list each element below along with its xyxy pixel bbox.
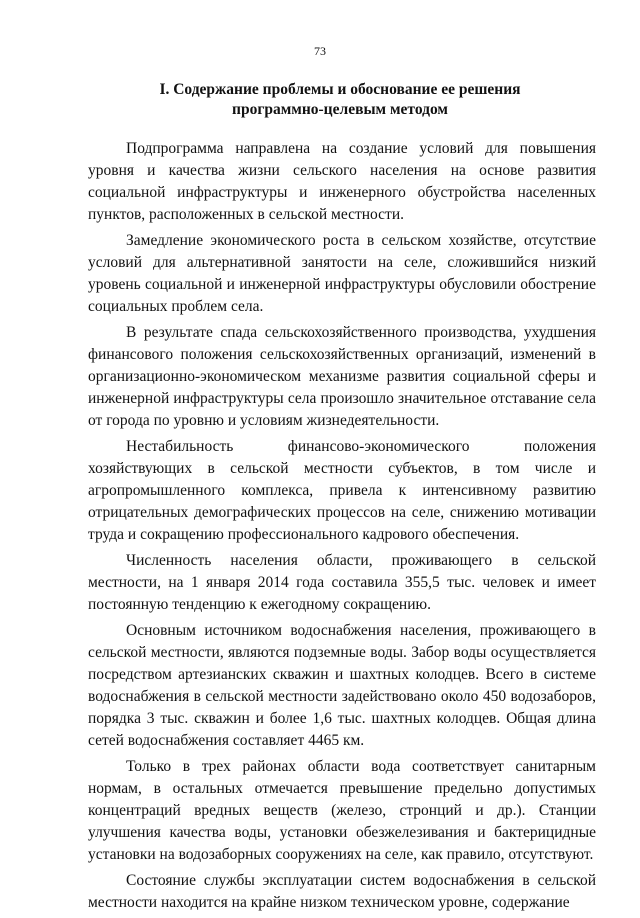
section-heading-line-1: I. Содержание проблемы и обоснование ее решения xyxy=(159,81,521,98)
paragraph: Состояние службы эксплуатации систем водоснабжения в сельской местности находится на крайне низком техническом уровне, содержание xyxy=(88,872,596,911)
page-number: 73 xyxy=(314,44,326,58)
paragraph: Численность населения области, проживающего в сельской местности, на 1 января 2014 года составила 355,5 тыс. человек и имеет постоянную тенденцию к ежегодному сокращению. xyxy=(88,552,596,613)
section-heading-line-2: программно-целевым методом xyxy=(232,101,448,118)
body-text xyxy=(88,138,596,918)
paragraph: В результате спада сельскохозяйственного производства, ухудшения финансового положения сельскохозяйственных организаций, изменений в организационно-экономическом механизме развития социальной сферы и инженерной инфраструктуры села произошло значительное отставание села от города по уровню и условиям жизнедеятельности. xyxy=(88,324,596,429)
paragraph: Замедление экономического роста в сельском хозяйстве, отсутствие условий для альтернативной занятости на селе, сложившийся низкий уровень социальной и инженерной инфраструктуры обусловили обострение социальных проблем села. xyxy=(88,232,596,315)
paragraph: Основным источником водоснабжения населения, проживающего в сельской местности, являются подземные воды. Забор воды осуществляется посредством артезианских скважин и шахтных колодцев. Всего в системе водоснабжения в сельской местности задействовано около 450 водозаборов, порядка 3 тыс. скважин и более 1,6 тыс. шахтных колодцев. Общая длина сетей водоснабжения составляет 4465 км. xyxy=(88,622,596,749)
paragraph: Только в трех районах области вода соответствует санитарным нормам, в остальных отмечается превышение предельно допустимых концентраций вредных веществ (железо, стронций и др.). Станции улучшения качества воды, установки обезжелезивания и бактерицидные установки на водозаборных сооружениях на селе, как правило, отсутствуют. xyxy=(88,758,596,863)
section-heading xyxy=(90,80,590,120)
paragraph: Нестабильность финансово-экономического положения хозяйствующих в сельской местности субъектов, в том числе и агропромышленного комплекса, привела к интенсивному развитию отрицательных демографических процессов на селе, снижению мотивации труда и сокращению профессионального кадрового обеспечения. xyxy=(88,438,596,543)
paragraph: Подпрограмма направлена на создание условий для повышения уровня и качества жизни сельского населения на основе развития социальной инфраструктуры и инженерного обустройства населенных пунктов, расположенных в сельской местности. xyxy=(88,140,596,223)
